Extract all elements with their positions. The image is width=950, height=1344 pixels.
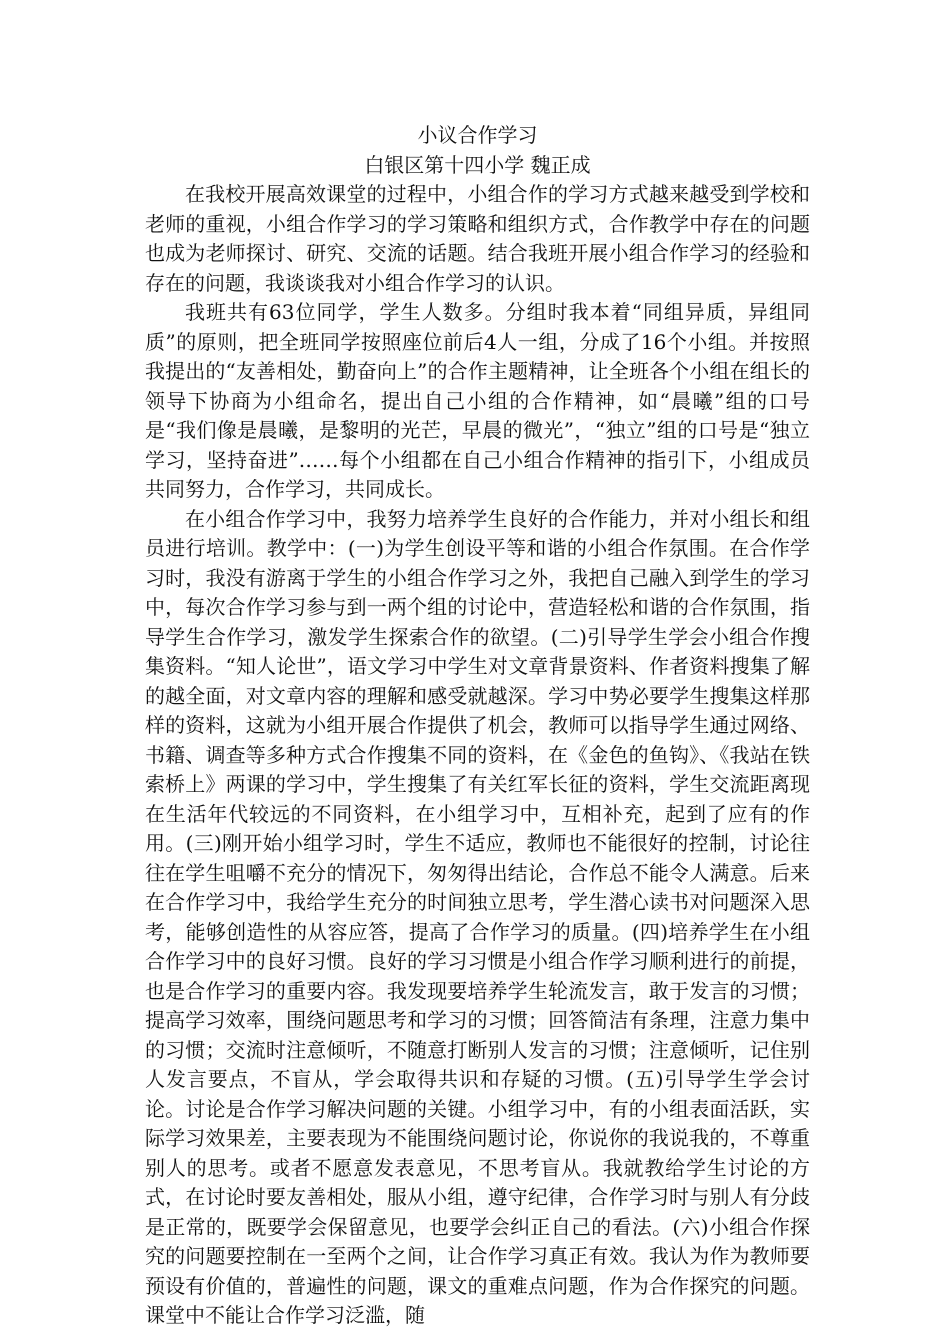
document-author: 白银区第十四小学 魏正成 [364, 152, 591, 177]
paragraph-2: 我班共有63位同学，学生人数多。分组时我本着“同组异质，异组同质”的原则，把全班同学按照座位前后4人一组，分成了16个小组。并按照我提出的“友善相处，勤奋向上”的合作主题精神，让全班各个小组在组长的领导下协商为小组命名，提出自己小组的合作精神，如“晨曦”组的口号是“我们像是晨曦，是黎明的光芒，早晨的微光”，“独立”组的口号是“独立学习，坚持奋进”……每个小组都在自己小组合作精神的指引下，小组成员共同努力，合作学习，共同成长。 [145, 300, 810, 501]
document-title: 小议合作学习 [417, 123, 538, 147]
document-page [145, 121, 810, 1331]
paragraph-1: 在我校开展高效课堂的过程中，小组合作的学习方式越来越受到学校和老师的重视，小组合作学习的学习策略和组织方式，合作教学中存在的问题也成为老师探讨、研究、交流的话题。结合我班开展小组合作学习的经验和存在的问题，我谈谈我对小组合作学习的认识。 [145, 182, 810, 295]
paragraph-3: 在小组合作学习中，我努力培养学生良好的合作能力，并对小组长和组员进行培训。教学中：(一)为学生创设平等和谐的小组合作氛围。在合作学习时，我没有游离于学生的小组合作学习之外，我把自己融入到学生的学习中，每次合作学习参与到一两个组的讨论中，营造轻松和谐的合作氛围，指导学生合作学习，激发学生探索合作的欲望。(二)引导学生学会小组合作搜集资料。“知人论世”，语文学习中学生对文章背景资料、作者资料搜集了解的越全面，对文章内容的理解和感受就越深。学习中势必要学生搜集这样那样的资料，这就为小组开展合作提供了机会，教师可以指导学生通过网络、书籍、调查等多种方式合作搜集不同的资料，在《金色的鱼钩》、《我站在铁索桥上》两课的学习中，学生搜集了有关红军长征的资料，学生交流距离现在生活年代较远的不同资料，在小组学习中，互相补充，起到了应有的作用。(三)刚开始小组学习时，学生不适应，教师也不能很好的控制，讨论往往在学生咀嚼不充分的情况下，匆匆得出结论，合作总不能令人满意。后来在合作学习中，我给学生充分的时间独立思考，学生潜心读书对问题深入思考，能够创造性的从容应答，提高了合作学习的质量。(四)培养学生在小组合作学习中的良好习惯。良好的学习习惯是小组合作学习顺利进行的前提，也是合作学习的重要内容。我发现要培养学生轮流发言，敢于发言的习惯；提高学习效率，围绕问题思考和学习的习惯；回答简洁有条理，注意力集中的习惯；交流时注意倾听，不随意打断别人发言的习惯；注意倾听，记住别人发言要点，不盲从，学会取得共识和存疑的习惯。(五)引导学生学会讨论。讨论是合作学习解决问题的关键。小组学习中，有的小组表面活跃，实际学习效果差，主要表现为不能围绕问题讨论，你说你的我说我的，不尊重别人的思考。或者不愿意发表意见，不思考盲从。我就教给学生讨论的方式，在讨论时要友善相处，服从小组，遵守纪律，合作学习时与别人有分歧是正常的，既要学会保留意见，也要学会纠正自己的看法。(六)小组合作探究的问题要控制在一至两个之间，让合作学习真正有效。我认为作为教师要预设有价值的，普遍性的问题，课文的重难点问题，作为合作探究的问题。课堂中不能让合作学习泛滥，随 [145, 506, 810, 1327]
